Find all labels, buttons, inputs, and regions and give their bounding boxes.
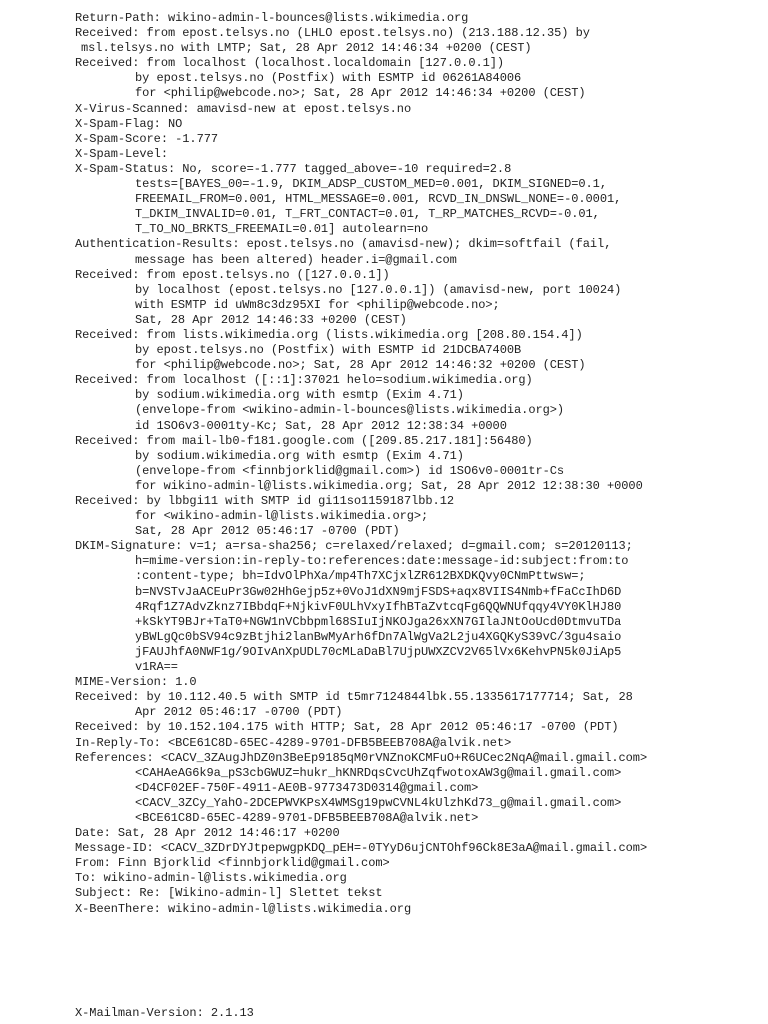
- header-line: Received: from mail-lb0-f181.google.com ([209.85.217.181]:56480): [75, 433, 533, 448]
- header-line: From: Finn Bjorklid <finnbjorklid@gmail.com>: [75, 856, 390, 871]
- header-line: To: wikino-admin-l@lists.wikimedia.org: [75, 871, 347, 886]
- header-line: for <philip@webcode.no>; Sat, 28 Apr 2012 14:46:32 +0200 (CEST): [135, 358, 586, 373]
- header-line: Received: by 10.112.40.5 with SMTP id t5mr7124844lbk.55.1335617177714; Sat, 28: [75, 690, 633, 705]
- header-line: FREEMAIL_FROM=0.001, HTML_MESSAGE=0.001, RCVD_IN_DNSWL_NONE=-0.0001,: [135, 192, 622, 207]
- header-line: by epost.telsys.no (Postfix) with ESMTP id 06261A84006: [135, 71, 522, 86]
- header-line: Sat, 28 Apr 2012 14:46:33 +0200 (CEST): [135, 312, 407, 327]
- header-line: message has been altered) header.i=@gmail.com: [135, 252, 457, 267]
- header-line: Received: by 10.152.104.175 with HTTP; Sat, 28 Apr 2012 05:46:17 -0700 (PDT): [75, 720, 619, 735]
- header-line: (envelope-from <wikino-admin-l-bounces@lists.wikimedia.org>): [135, 403, 565, 418]
- header-line: by sodium.wikimedia.org with esmtp (Exim 4.71): [135, 448, 464, 463]
- header-line: T_DKIM_INVALID=0.01, T_FRT_CONTACT=0.01, T_RP_MATCHES_RCVD=-0.01,: [135, 207, 600, 222]
- header-line: id 1SO6v3-0001ty-Kc; Sat, 28 Apr 2012 12:38:34 +0000: [135, 418, 507, 433]
- header-line: <CACV_3ZCy_YahO-2DCEPWVKPsX4WMSg19pwCVNL4kUlzhKd73_g@mail.gmail.com>: [135, 795, 622, 810]
- header-line: for wikino-admin-l@lists.wikimedia.org; Sat, 28 Apr 2012 12:38:30 +0000: [135, 478, 643, 493]
- header-line: Received: from lists.wikimedia.org (lists.wikimedia.org [208.80.154.4]): [75, 327, 583, 342]
- header-line: MIME-Version: 1.0: [75, 675, 197, 690]
- header-line: Received: from localhost ([::1]:37021 helo=sodium.wikimedia.org): [75, 373, 533, 388]
- header-line: X-Spam-Flag: NO: [75, 116, 183, 131]
- email-header-block: [75, 11, 755, 917]
- header-line: Received: from epost.telsys.no ([127.0.0.1]): [75, 267, 390, 282]
- header-line: yBWLgQc0bSV94c9zBtjhi2lanBwMyArh6fDn7AlWgVa2L2ju4XGQKyS39vC/3gu4saio: [135, 629, 622, 644]
- header-line: b=NVSTvJaACEuPr3Gw02HhGejp5z+0VoJ1dXN9mjFSDS+aqx8VIIS4Nmb+fFaCcIhD6D: [135, 584, 622, 599]
- header-line: by sodium.wikimedia.org with esmtp (Exim 4.71): [135, 388, 464, 403]
- header-line: with ESMTP id uWm8c3dz95XI for <philip@webcode.no>;: [135, 297, 500, 312]
- header-line: Subject: Re: [Wikino-admin-l] Slettet tekst: [75, 886, 383, 901]
- header-line: Date: Sat, 28 Apr 2012 14:46:17 +0200: [75, 826, 340, 841]
- header-line: :content-type; bh=IdvOlPhXa/mp4Th7XCjxlZR612BXDKQvy0CNmPttwsw=;: [135, 569, 586, 584]
- header-line: for <philip@webcode.no>; Sat, 28 Apr 2012 14:46:34 +0200 (CEST): [135, 86, 586, 101]
- footer-line: X-Mailman-Version: 2.1.13: [75, 1006, 254, 1020]
- header-line: X-Spam-Status: No, score=-1.777 tagged_above=-10 required=2.8: [75, 161, 512, 176]
- header-line: References: <CACV_3ZAugJhDZ0n3BeEp9185qM0rVNZnoKCMFuO+R6UCec2NqA@mail.gmail.com>: [75, 750, 648, 765]
- header-line: Received: from localhost (localhost.localdomain [127.0.0.1]): [75, 56, 505, 71]
- header-line: msl.telsys.no with LMTP; Sat, 28 Apr 2012 14:46:34 +0200 (CEST): [81, 41, 532, 56]
- header-line: Received: by lbbgi11 with SMTP id gi11so1159187lbb.12: [75, 494, 455, 508]
- header-line: Sat, 28 Apr 2012 05:46:17 -0700 (PDT): [135, 524, 400, 539]
- header-line: T_TO_NO_BRKTS_FREEMAIL=0.01] autolearn=no: [135, 222, 429, 237]
- header-line: Authentication-Results: epost.telsys.no (amavisd-new); dkim=softfail (fail,: [75, 237, 612, 252]
- header-line: Return-Path: wikino-admin-l-bounces@lists.wikimedia.org: [75, 11, 469, 25]
- header-line: DKIM-Signature: v=1; a=rsa-sha256; c=relaxed/relaxed; d=gmail.com; s=20120113;: [75, 539, 633, 554]
- header-line: v1RA==: [135, 660, 178, 675]
- header-line: h=mime-version:in-reply-to:references:date:message-id:subject:from:to: [135, 554, 629, 569]
- header-line: X-BeenThere: wikino-admin-l@lists.wikimedia.org: [75, 901, 412, 916]
- header-line: jFAUJhfA0NWF1g/9OIvAnXpUDL70cMLaDaBl7UjpUWXZCV2V65lVx6KehvPN5k0JiAp5: [135, 644, 622, 659]
- header-line: In-Reply-To: <BCE61C8D-65EC-4289-9701-DFB5BEEB708A@alvik.net>: [75, 735, 512, 750]
- header-line: X-Spam-Level:: [75, 146, 168, 161]
- header-line: <D4CF02EF-750F-4911-AE0B-9773473D0314@gmail.com>: [135, 780, 479, 795]
- header-line: +kSkYT9BJr+TaT0+NGW1nVCbbpml68SIuIjNKOJga26xXN7GIlaJNtOoUcd0DtmvuTDa: [135, 614, 622, 629]
- header-line: <CAHAeAG6k9a_pS3cbGWUZ=hukr_hKNRDqsCvcUhZqfwotoxAW3g@mail.gmail.com>: [135, 765, 622, 780]
- header-line: X-Virus-Scanned: amavisd-new at epost.telsys.no: [75, 101, 412, 116]
- header-line: 4Rqf1Z7AdvZknz7IBbdqF+NjkivF0ULhVxyIfhBTaZvtcqFg6QQWNUfqqy4VY0KlHJ80: [135, 599, 622, 614]
- page-footer: [75, 1006, 254, 1021]
- header-line: by localhost (epost.telsys.no [127.0.0.1]) (amavisd-new, port 10024): [135, 282, 622, 297]
- header-line: Apr 2012 05:46:17 -0700 (PDT): [135, 705, 343, 720]
- header-line: <BCE61C8D-65EC-4289-9701-DFB5BEEB708A@alvik.net>: [135, 810, 479, 825]
- header-line: (envelope-from <finnbjorklid@gmail.com>) id 1SO6v0-0001tr-Cs: [135, 463, 565, 478]
- header-line: Message-ID: <CACV_3ZDrDYJtpepwgpKDQ_pEH=-0TYyD6ujCNTOhf96Ck8E3aA@mail.gmail.com>: [75, 841, 648, 856]
- header-line: for <wikino-admin-l@lists.wikimedia.org>;: [135, 509, 429, 524]
- header-line: Received: from epost.telsys.no (LHLO epost.telsys.no) (213.188.12.35) by: [75, 26, 590, 41]
- header-line: by epost.telsys.no (Postfix) with ESMTP id 21DCBA7400B: [135, 343, 522, 358]
- header-line: X-Spam-Score: -1.777: [75, 131, 219, 146]
- header-line: tests=[BAYES_00=-1.9, DKIM_ADSP_CUSTOM_MED=0.001, DKIM_SIGNED=0.1,: [135, 177, 607, 192]
